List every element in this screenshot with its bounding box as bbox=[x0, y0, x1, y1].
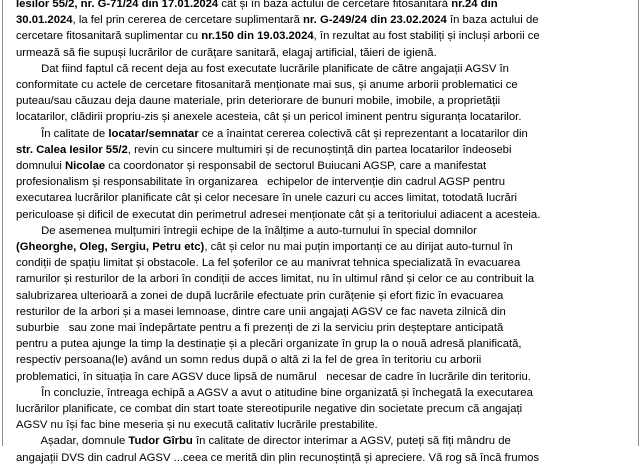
text-line bbox=[16, 450, 626, 466]
bold-text-run: Iesilor 55/2, nr. G-71/24 din 17.01.2024 bbox=[16, 0, 219, 10]
text-run: în calitate de director interimar a AGSV, puteți să fiți mândru de bbox=[192, 435, 511, 448]
text-run: ce a înaintat cererea colectivă cât și reprezentant a locatarilor din bbox=[198, 127, 528, 140]
text-run: în baza actului de bbox=[446, 14, 539, 27]
text-run: angajații DVS din cadrul AGSV ...ceea ce merită din plin recunoștință și apreciere. Vă rog să încă frumos bbox=[16, 451, 540, 464]
text-line bbox=[16, 28, 626, 44]
page-left-edge bbox=[2, 0, 3, 446]
text-run: conformitate cu actele de cercetare fitosanitară menționate mai sus, și anume arborii problematici ce bbox=[16, 79, 518, 92]
text-run: , cât și celor nu mai puțin importanți ce au dirijat auto-turnul în bbox=[204, 241, 513, 254]
text-run: suburbie sau zone mai îndepărtate pentru a fi prezenți de zi la serviciu prin deșteptare anticipată bbox=[16, 322, 504, 335]
text-line bbox=[16, 417, 626, 433]
page-right-edge bbox=[638, 0, 639, 446]
letter-body bbox=[16, 0, 626, 466]
text-line bbox=[16, 126, 626, 142]
text-run: periculoase și dificil de executat din perimetrul adresei menționate cât și a teritoriului adiacent a acesteia. bbox=[16, 208, 541, 221]
text-line bbox=[16, 12, 626, 28]
text-line bbox=[16, 255, 626, 271]
text-run: salubrizarea ulterioară a zonei de după lucrările efectuate prin curățenie și efort fizic în evacuarea bbox=[16, 289, 504, 302]
paragraph-works-executed bbox=[16, 61, 626, 126]
bold-text-run: nr.150 din 19.03.2024 bbox=[201, 30, 314, 43]
text-run: urmează să fie supuși lucrărilor de curățare sanitară, elagaj artificial, tăieri de igienă. bbox=[16, 46, 437, 59]
text-line bbox=[16, 93, 626, 109]
text-line bbox=[16, 61, 626, 77]
paragraph-thanks-coordinator bbox=[16, 126, 626, 223]
paragraph-address-director bbox=[16, 433, 626, 465]
text-run: cât și în baza actului de cercetare fitosanitară bbox=[218, 0, 452, 10]
text-line bbox=[16, 288, 626, 304]
paragraph-thanks-team bbox=[16, 223, 626, 385]
text-line bbox=[16, 45, 626, 61]
text-run: pentru a putea ajunge la timp la destinație și a plecări organizate în grup la o nouă adresă planificată, bbox=[16, 338, 522, 351]
text-run: problematici, în situația în care AGSV duce lipsă de numărul necesar de cadre în lucrările din teritoriu. bbox=[16, 370, 531, 383]
bold-text-run: str. Calea Iesilor 55/2 bbox=[16, 143, 128, 156]
text-line bbox=[16, 223, 626, 239]
bold-text-run: Nicolae bbox=[64, 160, 106, 173]
text-run: locatarilor, clădirii propriu-zis și anexele acesteia, cât și un pericol iminent pentru siguranța locatarilor. bbox=[16, 111, 522, 124]
bold-text-run: Tudor Gîrbu bbox=[128, 435, 193, 448]
text-run: În calitate de bbox=[16, 127, 109, 140]
text-run: De asemenea mulțumiri întregii echipe de la înălțime a auto-turnului în special domnilor bbox=[16, 224, 477, 237]
text-run: resturilor de la arbori și a masei lemnoase, dintre care unii angajați AGSV ce fac naveta zilnică din bbox=[16, 305, 506, 318]
text-line bbox=[16, 385, 626, 401]
text-line bbox=[16, 320, 626, 336]
text-line bbox=[16, 142, 626, 158]
bold-text-run: nr. G-249/24 din 23.02.2024 bbox=[303, 14, 447, 27]
text-line bbox=[16, 174, 626, 190]
text-line bbox=[16, 336, 626, 352]
text-line bbox=[16, 190, 626, 206]
text-line bbox=[16, 207, 626, 223]
text-run: În concluzie, întreaga echipă a AGSV a avut o atitudine bine organizată și închegată la executarea bbox=[16, 386, 533, 399]
text-run: profesionalism și responsabilitate în organizarea echipelor de intervenție din cadrul AGSP pentru bbox=[16, 176, 505, 189]
text-run: executarea lucrărilor planificate cât și celor necesare în unele cazuri cu acces limitat, totodată lucrări bbox=[16, 192, 518, 205]
text-run: condiții de spațiu limitat și obstacole. La fel șoferilor ce au manivrat tehnica specializată în evacuarea bbox=[16, 257, 521, 270]
text-line bbox=[16, 433, 626, 449]
text-run: domnului bbox=[16, 160, 65, 173]
text-line bbox=[16, 158, 626, 174]
bold-text-run: (Gheorghe, Oleg, Sergiu, Petru etc) bbox=[16, 241, 205, 254]
paragraph-conclusion bbox=[16, 385, 626, 434]
text-run: , revin cu sincere multumiri și de recunoștință din partea locatarilor îndeosebi bbox=[127, 143, 512, 156]
text-line bbox=[16, 401, 626, 417]
text-run: ca coordonator și responsabil de sectorul Buiucani AGSP, care a manifestat bbox=[105, 160, 487, 173]
text-run: , în rezultat au fost stabiliți și incluși arborii ce bbox=[313, 30, 540, 43]
text-line bbox=[16, 0, 626, 12]
text-line bbox=[16, 369, 626, 385]
text-run: respectiv persoana(le) având un somn redus după o altă zi la fel de grea în teritoriu cu arborii bbox=[16, 354, 482, 367]
text-run: AGSV nu își fac bine meseria și nu execută calitativ lucrările prestabilite. bbox=[16, 419, 378, 432]
bold-text-run: 30.01.2024 bbox=[16, 14, 73, 27]
text-line bbox=[16, 304, 626, 320]
text-run: Dat fiind faptul că recent deja au fost executate lucrările planificate de către angajații AGSV în bbox=[16, 62, 509, 75]
bold-text-run: locatar/semnatar bbox=[108, 127, 199, 140]
text-run: lucrărilor planificate, ce combat din start toate stereotipurile negative din societate precum că angajați bbox=[16, 403, 523, 416]
text-line bbox=[16, 239, 626, 255]
text-line bbox=[16, 352, 626, 368]
text-run: , la fel prin cererea de cercetare suplimentară bbox=[72, 14, 303, 27]
text-line bbox=[16, 271, 626, 287]
text-line bbox=[16, 109, 626, 125]
text-run: puteau/sau căuzau deja daune materiale, prin deteriorare de bunuri mobile, imobile, a proprietății bbox=[16, 95, 501, 108]
text-run: ramurilor și resturilor de la arbori în condiții de acces limitat, nu în ultimul rând și celor ce au contribuit la bbox=[16, 273, 534, 286]
text-run: Așadar, domnule bbox=[16, 435, 129, 448]
bold-text-run: nr.24 din bbox=[451, 0, 498, 10]
text-run: cercetare fitosanitară suplimentar cu bbox=[16, 30, 202, 43]
text-line bbox=[16, 77, 626, 93]
paragraph-approval-references bbox=[16, 0, 626, 61]
